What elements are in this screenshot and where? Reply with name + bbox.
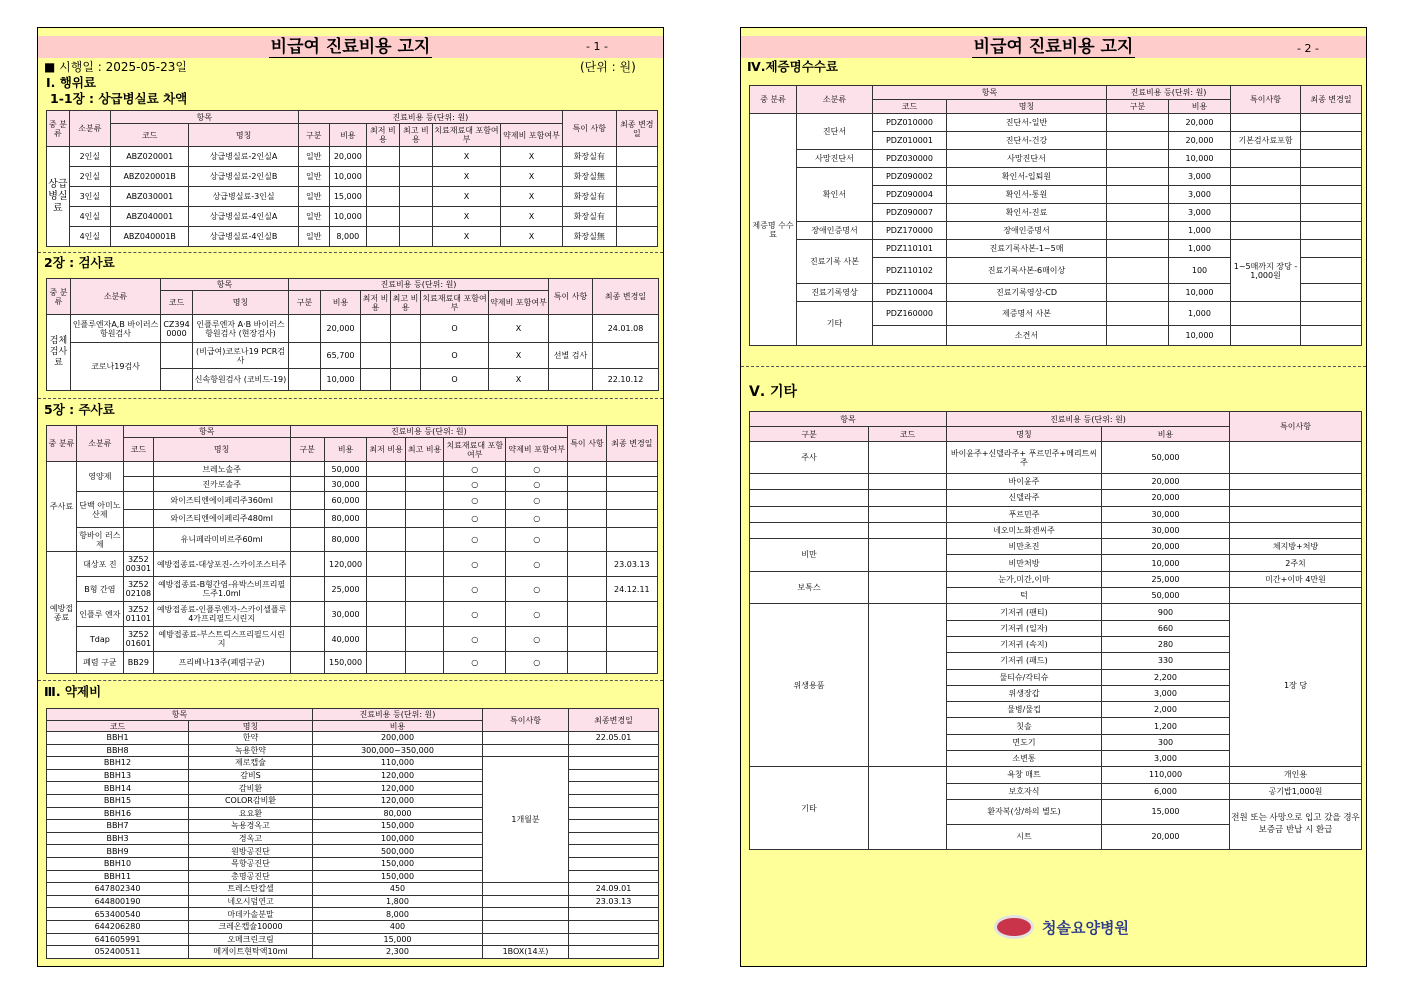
copy-note: 1~5매까지 장당 - 1,000원	[1231, 240, 1301, 302]
category-cell: 제증명 수수료	[750, 114, 797, 346]
divider	[38, 680, 663, 681]
table-row: 기저귀 (일자) 660	[750, 620, 1362, 636]
table-row: 코로나19검사 (비급여)코로나19 PCR검사 65,700 O X 선별 검사	[47, 343, 659, 369]
table-row: 폐렴 구균 BB29 프리베나13주(폐렴구균) 150,000 ○ ○	[47, 652, 658, 674]
period-note: 1개월분	[483, 757, 569, 883]
table-row: 칫솔 1,200	[750, 718, 1362, 734]
table-row: 바이윤주 20,000	[750, 474, 1362, 490]
section-heading: Ⅳ.제증명수수료	[747, 59, 838, 74]
table-row: 3인실 ABZ030001 상급병실료-3인실 일반 15,000 X X 화장실有	[47, 187, 658, 207]
section-heading: Ⅰ. 행위료	[46, 75, 96, 90]
table-row: 신속항원검사 (코비드-19) 10,000 O X 22.10.12	[47, 369, 659, 391]
unit-label: (단위 : 원)	[580, 60, 636, 74]
table-row: 예방접종료 대상포 진 3Z52 00301 예방접종료-대상포진-스카이조스터주 120,000 ○ ○ 23.03.13	[47, 552, 658, 577]
table-row: BBH10 목향공진단 150,000	[47, 857, 659, 870]
divider	[38, 252, 663, 253]
table-row: 네오미노화겐씨주 30,000	[750, 522, 1362, 538]
table-row: 644800190 네오시덤연고 1,800 23.03.13	[47, 895, 659, 908]
table-row: BBH15 COLOR감비환 120,000	[47, 794, 659, 807]
table-row: 진료기록영상 PDZ110004 진료기록영상-CD 10,000	[750, 284, 1362, 302]
table-row: 비만처방 10,000 2주치	[750, 555, 1362, 571]
table-row: 턱 50,000	[750, 588, 1362, 604]
table-row: 단백 아미노 산제 와이즈티엔에이페리주360ml 60,000 ○ ○	[47, 492, 658, 510]
table-row: 소견서 10,000	[750, 326, 1362, 346]
table-row: 052400511 메게이트현탁액10ml 2,300 1BOX(14포)	[47, 946, 659, 959]
table-row: 와이즈티엔에이페리주480ml 80,000 ○ ○	[47, 510, 658, 528]
table-row: 검체검사료 인플루엔자A,B 바이러스항원검사 CZ394 0000 인플루엔자 A·B 바이러스항원검사 (현장검사) 20,000 O X 24.01.08	[47, 315, 659, 343]
table-row: BBH14 감비환 120,000	[47, 782, 659, 795]
table-row: BBH7 녹용경옥고 150,000	[47, 820, 659, 833]
table-row: 4인실 ABZ040001B 상급병실료-4인실B 일반 8,000 X X 화장실無	[47, 227, 658, 247]
table-row: BBH16 요요환 80,000	[47, 807, 659, 820]
table-row: 기저귀 (속지) 280	[750, 636, 1362, 652]
table-row: 인플루 엔자 3Z52 01101 예방접종료-인플루엔자-스카이셀플루4가프리필드시린지 30,000 ○ ○	[47, 602, 658, 627]
page-number: - 1 -	[586, 40, 608, 53]
table-row: 644206280 크레온캡슐10000 400	[47, 920, 659, 933]
table-row: B형 간염 3Z52 02108 예방접종료-B형간염-유박스비프리필드주1.0ml 25,000 ○ ○ 24.12.11	[47, 577, 658, 602]
table-row: PDZ090004 확인서-통원 3,000	[750, 186, 1362, 204]
table-row: 위생용품 기저귀 (팬티) 900 1장 당	[750, 604, 1362, 620]
table-row: 보호자식 6,000 공기밥1,000원	[750, 783, 1362, 799]
category-cell: 예방접종료	[47, 552, 77, 674]
category-cell: 상급병실료	[47, 147, 70, 247]
table-row: BBH8 녹용한약 300,000~350,000	[47, 744, 659, 757]
table-row: 소변통 3,000	[750, 751, 1362, 767]
logo-mark-icon	[994, 915, 1034, 939]
table-row: 보톡스 눈가,미간,이마 25,000 미간+이마 4만원	[750, 571, 1362, 587]
table-row: 주사 바이윤주+신델라주+ 푸르민주+메리트씨주 50,000	[750, 442, 1362, 474]
table-row: 물티슈/각티슈 2,200	[750, 669, 1362, 685]
page-title: 비급여 진료비용 고지	[973, 37, 1134, 57]
table-row: 비만 비만초진 20,000 체지방+처방	[750, 539, 1362, 555]
notice-page-2	[740, 27, 1367, 967]
table-row: 상급병실료 2인실 ABZ020001 상급병실료-2인실A 일반 20,000 X X 화장실有	[47, 147, 658, 167]
table-row: 사망진단서 PDZ030000 사망진단서 10,000	[750, 150, 1362, 168]
section-heading: 5장 : 주사료	[44, 402, 115, 417]
hospital-logo	[994, 912, 1140, 942]
table-row: 확인서 PDZ090002 확인서-입퇴원 3,000	[750, 168, 1362, 186]
section-subheading: 1-1장 : 상급병실료 차액	[50, 91, 188, 106]
table-row: 647802340 트레스탄캅셀 450 24.09.01	[47, 883, 659, 896]
table-row: 기타 욕창 매트 110,000 개인용	[750, 767, 1362, 783]
test-fee-table: 중 분류 소분류 항목 진료비용 등(단위: 원) 특이 사항 최종 변경일 코드 명칭 구분 비용 최저 비용 최고 비용 치료재료대 포함여부 약제비 포함여부 검체검사료 인플루엔자A,B 바이러스항원검사 CZ394 0000 인플루엔자 A·B 바이러스항원검사 (현장검사) 20,000 O X 24.01.08 코로나19검사 (비급여)코로나19 PCR검사 65,700 O X 선별 검사 신속항원검사 (코비드-19) 10,000 O X 22.10.12	[46, 278, 659, 391]
drug-fee-table: 항목 진료비용 등(단위: 원) 특이사항 최종변경일 코드 명칭 비용 BBH1 한약 200,000 22.05.01 BBH8 녹용한약 300,000~350,000 BBH12 제로캡슐 110,000 1개월분 BBH13 감비S 120,000 BBH14 감비환 120,000 BBH15 COLOR감비환 120,000 BBH16 요요환 80,000 BBH7 녹용경옥고 150,000 BBH3 경옥고 100,000 BBH9 원방공진단 500,000 BBH10 목향공진단 150,000 BBH11 총명공진단 150,000 647802340 트레스탄캅셀 450 24.09.01 644800190 네오시덤연고 1,800 23.03.13 653400540 마데카솔분말 8,000 644206280 크레온캡슐10000 400 641605991 오메크린크림 15,000 052400511 메게이트현탁액10ml 2,300 1BOX(14포)	[46, 708, 659, 959]
table-row: BBH12 제로캡슐 110,000 1개월분	[47, 757, 659, 770]
room-fee-table: 중 분류 소분류 항목 진료비용 등(단위: 원) 특이 사항 최종 변경일 코드 명칭 구분 비용 최저 비용 최고 비용 치료재료대 포함여부 약제비 포함여부 상급병실료 2인실 ABZ020001 상급병실료-2인실A 일반 20,000 X X 화장실有 2인실 ABZ020001B 상급병실료-2인실B 일반 10,000 X X 화장실無 3인실 ABZ030001 상급병실료-3인실 일반 15,000 X X 화장실有 4인실 ABZ040001 상급병실료-4인실A 일반 10,000 X X 화장실有 4인실 ABZ040001B 상급병실료-4인실B 일반 8,000 X X 화장실無	[46, 110, 658, 247]
table-row: 면도기 300	[750, 734, 1362, 750]
table-row: BBH9 원방공진단 500,000	[47, 845, 659, 858]
table-row: 4인실 ABZ040001 상급병실료-4인실A 일반 10,000 X X 화장실有	[47, 207, 658, 227]
table-row: PDZ110102 진료기록사본-6매이상 100	[750, 258, 1362, 284]
page-number: - 2 -	[1297, 42, 1319, 55]
table-row: 진카로솔주 30,000 ○ ○	[47, 477, 658, 492]
table-row: 주사료 영양제 브레노솔주 50,000 ○ ○	[47, 462, 658, 477]
box-note: 1BOX(14포)	[483, 946, 569, 959]
table-row: BBH3 경옥고 100,000	[47, 832, 659, 845]
table-row: 환자복(상/하의 별도) 15,000 전원 또는 사망으로 입고 갔을 경우 보증금 반납 시 환급	[750, 799, 1362, 824]
table-row: PDZ010001 진단서-건강 20,000 기본검사료포함	[750, 132, 1362, 150]
table-row: BBH1 한약 200,000 22.05.01	[47, 732, 659, 745]
table-row: 제증명 수수료 진단서 PDZ010000 진단서-일반 20,000	[750, 114, 1362, 132]
table-row: 653400540 마데카솔분말 8,000	[47, 908, 659, 921]
table-row: 2인실 ABZ020001B 상급병실료-2인실B 일반 10,000 X X 화장실無	[47, 167, 658, 187]
hospital-name: 청솔요양병원	[1042, 918, 1129, 937]
injection-fee-table: 중 분류 소분류 항목 진료비용 등(단위: 원) 특이 사항 최종 변경일 코드 명칭 구분 비용 최저 비용 최고 비용 치료재료대 포함여부 약제비 포함여부 주사료 영양제 브레노솔주 50,000 ○ ○ 진카로솔주 30,000 ○ ○ 단백 아미노 산제 와이즈티엔에이페리주360ml 60,000 ○ ○ 와이즈티엔에이페리주480ml 80,000 ○ ○ 항바이 러스제 유니페라미비르주60ml 80,000 ○ ○ 예방접종료 대상포 진 3Z52 00301 예방접종료-대상포진-스카이조스터주 120,000 ○ ○ 23.03.13 B형 간염 3Z52 02108 예방접종료-B형간염-유박스비프리필드주1.0ml 25,000 ○ ○ 24.12.11 인플루 엔자 3Z52 01101 예방접종료-인플루엔자-스카이셀플루4가프리필드시린지 30,000 ○ ○ Tdap 3Z52 01601 예방접종료-부스트릭스프리필드시린지 40,000 ○ ○ 폐렴 구균 BB29 프리베나13주(폐렴구균) 150,000 ○ ○	[46, 425, 658, 674]
table-row: 위생장갑 3,000	[750, 685, 1362, 701]
table-row: 장애인증명서 PDZ170000 장애인증명서 1,000	[750, 222, 1362, 240]
category-cell: 검체검사료	[47, 315, 71, 391]
category-cell: 주사료	[47, 462, 77, 552]
table-row: 푸르민주 30,000	[750, 506, 1362, 522]
table-row: Tdap 3Z52 01601 예방접종료-부스트릭스프리필드시린지 40,000 ○ ○	[47, 627, 658, 652]
divider	[38, 398, 663, 399]
table-row: PDZ090007 확인서-진료 3,000	[750, 204, 1362, 222]
table-row: 641605991 오메크린크림 15,000	[47, 933, 659, 946]
section-heading: Ⅴ. 기타	[749, 384, 798, 400]
table-row: 신델라주 20,000	[750, 490, 1362, 506]
divider	[741, 366, 1366, 367]
table-row: 물병/물컵 2,000	[750, 702, 1362, 718]
table-row: 항바이 러스제 유니페라미비르주60ml 80,000 ○ ○	[47, 528, 658, 552]
section-heading: Ⅲ. 약제비	[44, 684, 102, 699]
table-row: 시트 20,000	[750, 824, 1362, 849]
page-title: 비급여 진료비용 고지	[270, 37, 431, 57]
table-row: 기저귀 (패드) 330	[750, 653, 1362, 669]
notice-page-1	[37, 27, 664, 967]
other-fee-table: 항목 진료비용 등(단위: 원) 특이사항 구분 코드 명칭 비용 주사 바이윤주+신델라주+ 푸르민주+메리트씨주 50,000 바이윤주 20,000 신델라주 20,000 푸르민주 30,000 네오미노화겐씨주 30,000 비만 비만초진 20,000 체지방+처방 비만처방 10,000 2주치 보톡스 눈가,미간,이마 25,000 미간+이마 4만원 턱 50,000 위생용품 기저귀 (팬티) 900 1장 당 기저귀 (일자) 660 기저귀 (속지) 280 기저귀 (패드) 330 물티슈/각티슈 2,200 위생장갑 3,000 물병/물컵 2,000 칫솔 1,200 면도기 300 소변통 3,000 기타 욕창 매트 110,000 개인용 보호자식 6,000 공기밥1,000원 환자복(상/하의 별도) 15,000 전원 또는 사망으로 입고 갔을 경우 보증금 반납 시 환급 시트 20,000	[749, 411, 1362, 850]
table-row: 기타 PDZ160000 제증명서 사본 1,000	[750, 302, 1362, 326]
section-heading: 2장 : 검사료	[44, 255, 115, 270]
effective-date: ■ 시행일 : 2025-05-23일	[44, 60, 187, 74]
certificate-fee-table: 중 분류 소분류 항목 진료비용 등(단위: 원) 특이사항 최종 변경일 코드 명칭 구분 비용 제증명 수수료 진단서 PDZ010000 진단서-일반 20,000 PDZ010001 진단서-건강 20,000 기본검사료포함 사망진단서 PDZ030000 사망진단서 10,000 확인서 PDZ090002 확인서-입퇴원 3,000 PDZ090004 확인서-통원 3,000 PDZ090007 확인서-진료 3,000 장애인증명서 PDZ170000 장애인증명서 1,000 진료기록 사본 PDZ110101 진료기록사본-1~5매 1,000 1~5매까지 장당 - 1,000원 PDZ110102 진료기록사본-6매이상 100 진료기록영상 PDZ110004 진료기록영상-CD 10,000 기타 PDZ160000 제증명서 사본 1,000 소견서 10,000	[749, 85, 1362, 346]
table-row: 진료기록 사본 PDZ110101 진료기록사본-1~5매 1,000 1~5매까지 장당 - 1,000원	[750, 240, 1362, 258]
table-row: BBH13 감비S 120,000	[47, 769, 659, 782]
table-row: BBH11 총명공진단 150,000	[47, 870, 659, 883]
